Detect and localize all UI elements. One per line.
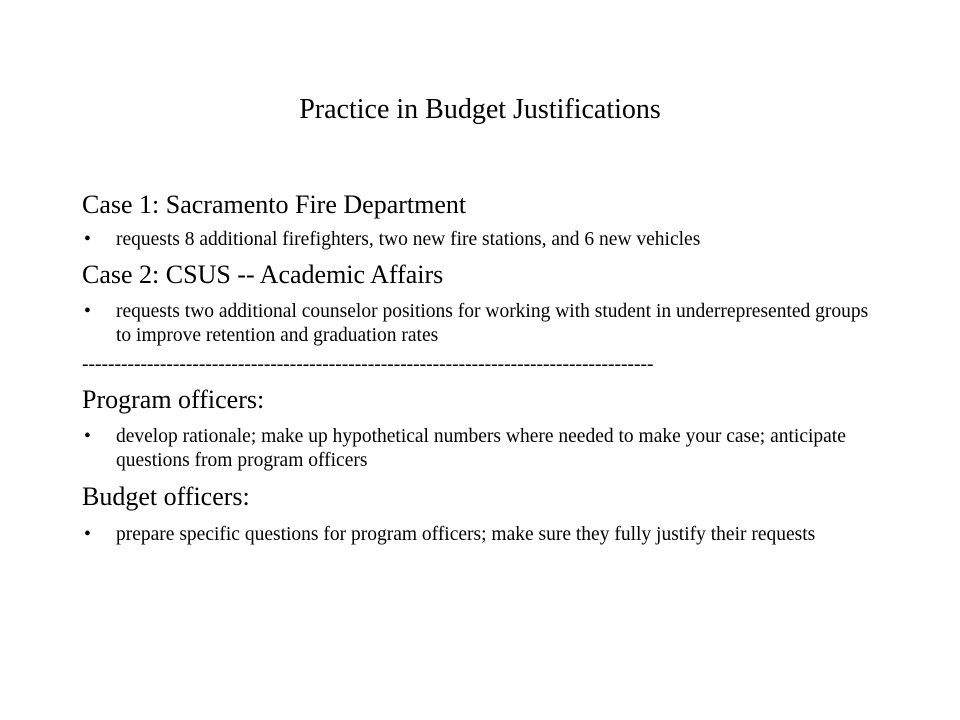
slide-content: [82, 188, 882, 547]
slide-title: Practice in Budget Justifications: [299, 94, 661, 125]
program-officers-bullet-text: develop rationale; make up hypothetical numbers where needed to make your case; anticipate questions from program officers: [116, 426, 846, 471]
bullet-icon: •: [84, 524, 91, 545]
bullet-icon: •: [84, 426, 91, 447]
case-1-bullet-text: requests 8 additional firefighters, two new fire stations, and 6 new vehicles: [116, 229, 701, 250]
program-officers-heading: Program officers:: [82, 385, 265, 414]
bullet-icon: •: [84, 301, 91, 322]
budget-officers-bullet: [82, 523, 882, 547]
budget-officers-heading: Budget officers:: [82, 482, 250, 511]
case-2-bullet: [82, 300, 882, 348]
case-1-bullet: [82, 228, 882, 252]
case-1-heading: Case 1: Sacramento Fire Department: [82, 190, 467, 219]
budget-officers-bullet-text: prepare specific questions for program officers; make sure they fully justify their requests: [116, 524, 816, 545]
case-2-bullet-text: requests two additional counselor positions for working with student in underrepresented groups to improve retention and graduation rates: [116, 301, 869, 346]
divider-line: ----------------------------------------------------------------------------------------: [82, 354, 654, 375]
program-officers-bullet: [82, 425, 882, 473]
bullet-icon: •: [84, 229, 91, 250]
case-2-heading: Case 2: CSUS -- Academic Affairs: [82, 260, 444, 289]
